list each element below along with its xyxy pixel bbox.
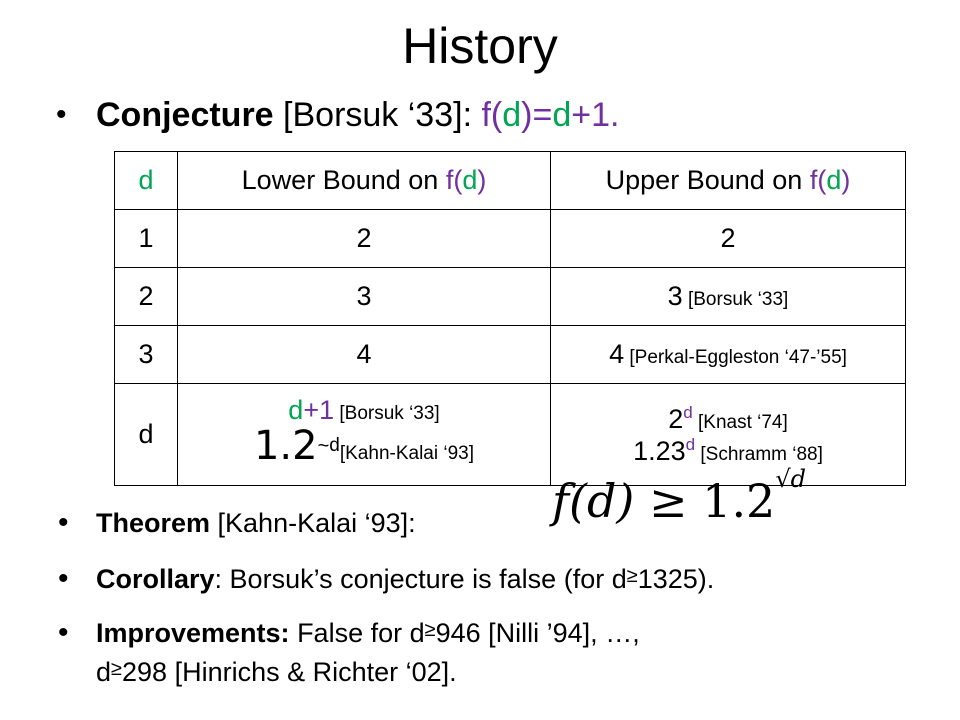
improvements-label: Improvements: bbox=[96, 618, 290, 648]
header-lower-d: d bbox=[462, 165, 478, 195]
row4-lower-plus: +1 bbox=[303, 395, 335, 425]
table-row bbox=[115, 210, 906, 268]
row4-upper1-exp: d bbox=[683, 402, 693, 422]
conjecture-bullet bbox=[56, 94, 620, 136]
improvements-geq1: ≥ bbox=[424, 619, 436, 641]
corollary-label: Corollary bbox=[96, 564, 215, 594]
corollary-tail: 1325). bbox=[637, 564, 715, 594]
row4-lower-ref: [Borsuk ‘33] bbox=[334, 403, 440, 424]
row1-upper-value: 2 bbox=[720, 223, 736, 253]
row4-d: d bbox=[115, 384, 178, 486]
row4-upper1-base: 2 bbox=[668, 403, 684, 434]
row2-lower: 3 bbox=[178, 268, 551, 326]
conjecture-ref: [Borsuk ‘33]: bbox=[273, 96, 482, 134]
improvements-text1: False for d bbox=[289, 618, 425, 648]
bullet-dot: • bbox=[58, 562, 69, 595]
header-d: d bbox=[115, 152, 178, 210]
row1-lower: 2 bbox=[178, 210, 551, 268]
conjecture-eq: )= bbox=[521, 96, 553, 134]
row4-upper2-ref: [Schramm ‘88] bbox=[695, 443, 823, 465]
corollary-geq: ≥ bbox=[626, 565, 638, 587]
row3-lower: 4 bbox=[178, 326, 551, 384]
theorem-ref: [Kahn-Kalai ‘93]: bbox=[210, 508, 416, 538]
formula-lhs: f(d) bbox=[552, 474, 635, 528]
row3-d: 3 bbox=[115, 326, 178, 384]
row2-upper-ref: [Borsuk ‘33] bbox=[682, 289, 789, 310]
row3-upper bbox=[551, 326, 906, 384]
improvements-text2: d bbox=[96, 657, 112, 687]
table-row bbox=[115, 326, 906, 384]
conjecture-d: d bbox=[502, 96, 522, 134]
bullet-dot: • bbox=[56, 98, 67, 131]
formula-geq: ≥ bbox=[649, 474, 688, 528]
row4-lower-alt-tilde: ~ bbox=[317, 435, 330, 457]
theorem-formula bbox=[552, 464, 806, 528]
header-lower bbox=[178, 152, 551, 210]
header-upper-text: Upper Bound on bbox=[605, 165, 810, 195]
bullet-dot: • bbox=[58, 616, 69, 649]
row4-upper2-base: 1.23 bbox=[633, 435, 686, 466]
table-header-row bbox=[115, 152, 906, 210]
row4-lower-line2 bbox=[178, 423, 550, 474]
row2-upper bbox=[551, 268, 906, 326]
slide-title: History bbox=[402, 18, 558, 74]
row4-lower-alt-ref: [Kahn-Kalai ‘93] bbox=[339, 443, 475, 464]
header-upper-close: ) bbox=[841, 165, 851, 195]
formula-exp: √d bbox=[775, 464, 806, 493]
improvements-geq2: ≥ bbox=[111, 658, 123, 680]
improvements-tail1: 946 [Nilli ’94], …, bbox=[435, 618, 640, 648]
row4-lower-alt-base: 1.2 bbox=[253, 423, 318, 469]
conjecture-d2: d bbox=[552, 96, 572, 134]
conjecture-f-open: f( bbox=[481, 96, 503, 134]
row2-d: 2 bbox=[115, 268, 178, 326]
corollary-bullet bbox=[58, 560, 715, 601]
improvements-line1 bbox=[96, 615, 640, 654]
bounds-table bbox=[114, 151, 906, 486]
row3-upper-ref: [Perkal-Eggleston ‘47-’55] bbox=[624, 347, 847, 368]
conjecture-label: Conjecture bbox=[96, 96, 274, 134]
header-upper-d: d bbox=[826, 165, 842, 195]
row4-upper2-exp: d bbox=[685, 434, 696, 454]
header-lower-text: Lower Bound on bbox=[241, 165, 446, 195]
conjecture-plus: +1. bbox=[571, 96, 620, 134]
row4-upper1-ref: [Knast ‘74] bbox=[692, 411, 788, 433]
theorem-label: Theorem bbox=[96, 508, 211, 538]
bullet-dot: • bbox=[58, 506, 69, 539]
theorem-bullet bbox=[58, 504, 416, 542]
improvements-tail2: 298 [Hinrichs & Richter ‘02]. bbox=[122, 657, 457, 687]
row4-lower-line1 bbox=[178, 395, 550, 426]
table-row bbox=[115, 268, 906, 326]
corollary-text: : Borsuk’s conjecture is false (for d bbox=[214, 564, 627, 594]
header-lower-close: ) bbox=[477, 165, 487, 195]
row2-upper-value: 3 bbox=[667, 281, 683, 311]
row3-upper-value: 4 bbox=[609, 339, 625, 369]
row4-lower-d: d bbox=[288, 395, 304, 425]
row4-lower-alt-exp: d bbox=[329, 435, 340, 456]
row1-upper bbox=[551, 210, 906, 268]
row4-upper-line2 bbox=[551, 435, 905, 467]
improvements-bullet bbox=[58, 615, 640, 693]
formula-base: 1.2 bbox=[702, 474, 776, 528]
header-upper-f: f( bbox=[809, 165, 827, 195]
row4-upper bbox=[551, 384, 906, 486]
row1-d: 1 bbox=[115, 210, 178, 268]
improvements-line2 bbox=[96, 654, 640, 693]
header-lower-f: f( bbox=[445, 165, 463, 195]
header-upper bbox=[551, 152, 906, 210]
row4-upper-line1 bbox=[551, 403, 905, 435]
row4-lower bbox=[178, 384, 551, 486]
